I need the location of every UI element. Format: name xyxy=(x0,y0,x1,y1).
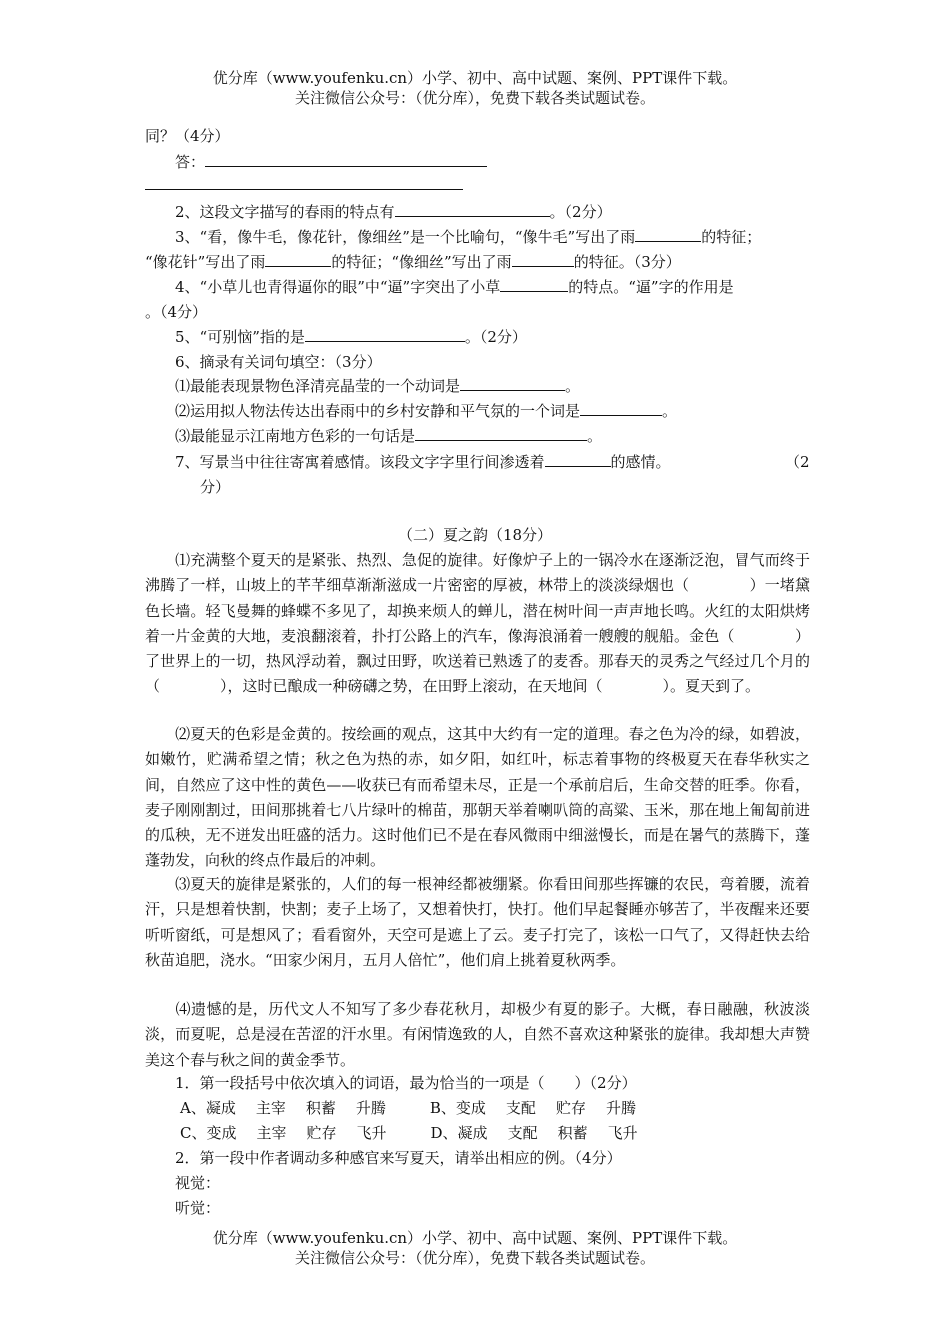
q6-s1-text: ⑴最能表现景物色泽清亮晶莹的一个动词是 xyxy=(175,377,461,395)
option-d[interactable]: D、凝成 支配 积蓄 飞升 xyxy=(430,1124,638,1142)
hearing-label: 听觉： xyxy=(175,1199,221,1217)
answer-blank-line2[interactable] xyxy=(145,189,463,190)
question-5 xyxy=(175,325,835,349)
passage-paragraph-3: ⑶夏天的旋律是紧张的，人们的每一根神经都被绷紧。你看田间那些挥镰的农民，弯着腰，流着汗，只是想着快割，快割；麦子上场了，又想着快打，快打。他们早起餐睡亦够苦了，半夜醒来还要听听窗纸，可是想风了；看看窗外，天空可是遮上了云。麦子打完了，该松一口气了，又得赶快去给秋苗追肥，浇水。“田家少闲月，五月人倍忙”，他们肩上挑着夏秋两季。 xyxy=(145,875,810,969)
question-7 xyxy=(175,450,835,474)
q3-text-a: 3、“看，像牛毛，像花针，像细丝”是一个比喻句，“像牛毛”写出了雨 xyxy=(175,228,636,246)
section-title: （二）夏之韵（18分） xyxy=(397,526,553,544)
q7-text: 7、写景当中往往寄寓着感情。该段文字字里行间渗透着 xyxy=(175,453,545,471)
question-3-line1 xyxy=(175,225,835,249)
q5-blank[interactable] xyxy=(305,325,465,342)
options-row-2 xyxy=(180,1121,840,1145)
option-c[interactable]: C、变成 主宰 贮存 飞升 xyxy=(180,1124,387,1142)
page-header-line1: 优分库（www.youfenku.cn）小学、初中、高中试题、案例、PPT课件下载。 xyxy=(212,69,738,87)
part2-question-2: 2．第一段中作者调动多种感官来写夏天，请举出相应的例。（4分） xyxy=(175,1149,622,1167)
page-footer-line2: 关注微信公众号：（优分库），免费下载各类试题试卷。 xyxy=(294,1249,655,1267)
answer-line xyxy=(175,150,835,174)
q3-blank-3[interactable] xyxy=(512,250,574,267)
q3-text-b: 的特征； xyxy=(701,228,762,246)
q3-blank-2[interactable] xyxy=(265,250,331,267)
q2-blank[interactable] xyxy=(395,200,550,217)
q3-text-c: “像花针”写出了雨 xyxy=(145,253,266,271)
q6-s2-text: ⑵运用拟人物法传达出春雨中的乡村安静和平气氛的一个词是 xyxy=(175,402,581,420)
q7-text-post: 的感情。 xyxy=(610,453,671,471)
q2-text: 2、这段文字描写的春雨的特点有 xyxy=(175,203,395,221)
question-4-line1 xyxy=(175,275,835,299)
answer-label: 答： xyxy=(175,153,206,171)
q6-s3-blank[interactable] xyxy=(415,424,587,441)
q3-text-e: 的特征。（3分） xyxy=(573,253,681,271)
q5-text: 5、“可别恼”指的是 xyxy=(175,328,305,346)
question-3-line2 xyxy=(145,250,805,274)
option-a[interactable]: A、凝成 主宰 积蓄 升腾 xyxy=(180,1099,386,1117)
option-b[interactable]: B、变成 支配 贮存 升腾 xyxy=(429,1099,636,1117)
question-6-sub2: ⑵运用拟人物法传达出春雨中的乡村安静和平气氛的一个词是 。 xyxy=(175,399,835,423)
q1-tail: 同？（4分） xyxy=(145,127,230,145)
q3-text-d: 的特征；“像细丝”写出了雨 xyxy=(331,253,512,271)
q6-s1-blank[interactable] xyxy=(460,374,565,391)
passage-paragraph-2: ⑵夏天的色彩是金黄的。按绘画的观点，这其中大约有一定的道理。春之色为冷的绿，如碧波，如嫩竹，贮满希望之情；秋之色为热的赤，如夕阳，如红叶，标志着事物的终极夏天在春华秋实之间，自然应了这中性的黄色——收获已有而希望未尽，正是一个承前启后，生命交替的旺季。你看，麦子刚刚割过，田间那挑着七八片绿叶的棉苗，那朝天举着喇叭筒的高粱、玉米，那在地上匍匐前进的瓜秧，无不迸发出旺盛的活力。这时他们已不是在春风微雨中细滋慢长，而是在暑气的蒸腾下，蓬蓬勃发，向秋的终点作最后的冲刺。 xyxy=(145,725,810,870)
q3-blank-1[interactable] xyxy=(635,225,701,242)
passage-paragraph-1: ⑴充满整个夏天的是紧张、热烈、急促的旋律。好像炉子上的一锅冷水在逐渐泛泡，冒气而终于沸腾了一样，山坡上的芊芊细草渐渐滋成一片密密的厚被，林带上的淡淡绿烟也（ ）一堵黛色长墙。轻飞曼舞的蜂蝶不多见了，却换来烦人的蝉儿，潜在树叶间一声声地长鸣。火红的太阳烘烤着一片金黄的大地，麦浪翻滚着，扑打公路上的汽车，像海浪涌着一艘艘的舰船。金色（ ）了世界上的一切，热风浮动着，飘过田野，吹送着已熟透了的麦香。那春天的灵秀之气经过几个月的（ ），这时已酿成一种磅礴之势，在田野上滚动，在天地间（ ）。夏天到了。 xyxy=(145,551,810,696)
answer-blank[interactable] xyxy=(205,150,487,167)
q4-blank[interactable] xyxy=(500,275,568,292)
q7-blank[interactable] xyxy=(545,450,611,467)
q6-s2-blank[interactable] xyxy=(580,399,662,416)
q6-s3-text: ⑶最能显示江南地方色彩的一句话是 xyxy=(175,427,416,445)
page-footer-line1: 优分库（www.youfenku.cn）小学、初中、高中试题、案例、PPT课件下载。 xyxy=(212,1229,738,1247)
part2-question-1: 1．第一段括号中依次填入的词语，最为恰当的一项是（ ）（2分） xyxy=(175,1074,637,1092)
q5-score: 。（2分） xyxy=(464,328,527,346)
passage-paragraph-4: ⑷遗憾的是，历代文人不知写了多少春花秋月，却极少有夏的影子。大概，春日融融，秋波淡淡，而夏呢，总是浸在苦涩的汗水里。有闲情逸致的人，自然不喜欢这种紧张的旋律。我却想大声赞美这个春与秋之间的黄金季节。 xyxy=(145,1000,810,1069)
question-2 xyxy=(175,200,835,224)
q7-score-b: 分） xyxy=(200,478,231,496)
question-6-sub1: ⑴最能表现景物色泽清亮晶莹的一个动词是 。 xyxy=(175,374,835,398)
question-4-line2: 。（4分） xyxy=(145,303,208,321)
q4-text-a: 4、“小草儿也青得逼你的眼”中“逼”字突出了小草 xyxy=(175,278,501,296)
q2-score: 。（2分） xyxy=(549,203,612,221)
question-6-sub3: ⑶最能显示江南地方色彩的一句话是 。 xyxy=(175,424,835,448)
page-header-line2: 关注微信公众号：（优分库），免费下载各类试题试卷。 xyxy=(294,89,655,107)
q7-score-a: （2 xyxy=(785,453,810,471)
question-6-title: 6、摘录有关词句填空：（3分） xyxy=(175,353,382,371)
options-row-1 xyxy=(180,1096,840,1120)
visual-label: 视觉： xyxy=(175,1174,221,1192)
q4-text-b: 的特点。“逼”字的作用是 xyxy=(568,278,734,296)
